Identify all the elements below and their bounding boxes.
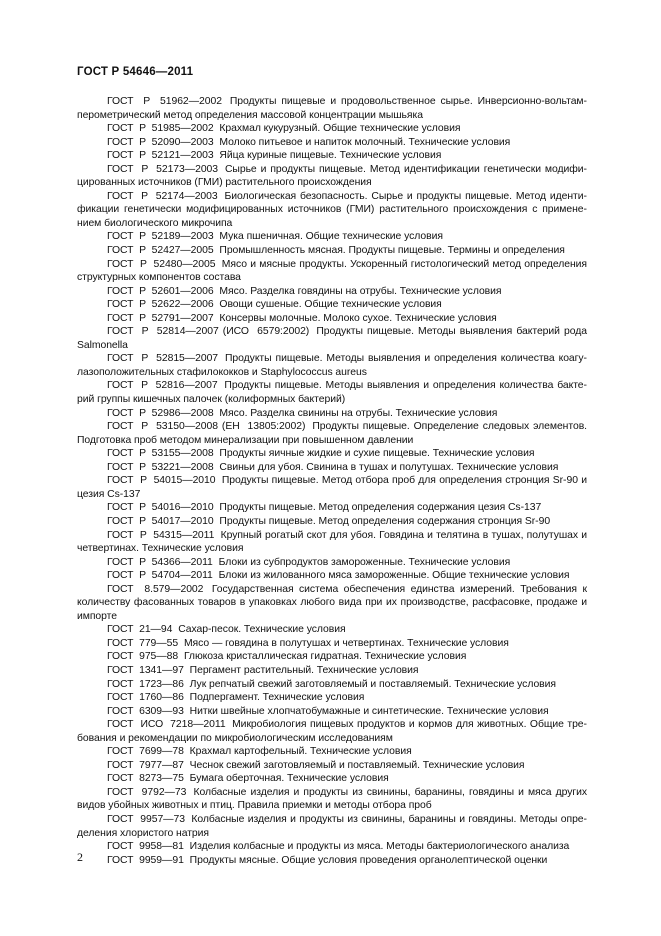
reference-entry [77,515,587,529]
reference-entry [77,623,587,637]
reference-code: ГОСТ Р 52986—2008 [107,407,214,419]
reference-code: ГОСТ Р 52815—2007 [107,353,219,365]
reference-code: ГОСТ Р 52814—2007 (ИСО 6579:2002) [107,326,310,338]
reference-title: Микробиология пищевых продуктов и кормов для животных. Общие требования и рекомендации по микробиологическим исследованиям [77,719,587,744]
reference-entry [77,718,587,745]
reference-entry [77,149,587,163]
reference-entry [77,786,587,813]
reference-entry [77,461,587,475]
reference-title: Овощи сушеные. Общие технические условия [219,299,442,311]
reference-code: ГОСТ 1341—97 [107,664,184,676]
reference-title: Продукты пищевые. Метод определения содержания цезия Cs-137 [219,502,542,514]
reference-title: Консервы молочные. Молоко сухое. Технические условия [219,312,497,324]
reference-title: Мясо. Разделка говядины на отрубы. Технические условия [219,285,502,297]
reference-code: ГОСТ Р 52174—2003 [107,190,218,202]
reference-code: ГОСТ 779—55 [107,637,179,649]
reference-code: ГОСТ 9958—81 [107,841,184,853]
normative-references-list [77,95,587,867]
reference-entry [77,583,587,624]
reference-title: Бумага оберточная. Технические условия [189,773,389,785]
reference-title: Нитки швейные хлопчатобумажные и синтетические. Технические условия [189,705,549,717]
reference-entry [77,352,587,379]
reference-title: Продукты пищевые. Метод отбора проб для определения стронция Sr-90 и цезия Cs-137 [77,475,587,500]
reference-entry [77,136,587,150]
reference-title: Яйца куриные пищевые. Технические условия [219,150,442,162]
reference-entry [77,772,587,786]
reference-code: ГОСТ Р 52622—2006 [107,299,214,311]
reference-title: Мука пшеничная. Общие технические условия [219,231,443,243]
reference-title: Биологическая безопасность. Сырье и продукты пищевые. Метод идентификации генетически модифицированных источников (ГМИ) растительного происхождения с применением биологического микрочипа [77,190,587,229]
reference-entry [77,840,587,854]
reference-title: Свиньи для убоя. Свинина в тушах и полутушах. Технические условия [219,461,559,473]
reference-title: Продукты пищевые. Определение следовых элементов. Подготовка проб методом минерализации при повышенном давлении [77,421,588,446]
reference-entry [77,285,587,299]
reference-title: Глюкоза кристаллическая гидратная. Технические условия [183,651,467,663]
reference-title: Мясо — говядина в полутушах и четвертинах. Технические условия [183,637,509,649]
reference-title: Пергамент растительный. Технические условия [189,664,419,676]
reference-code: ГОСТ 6309—93 [107,705,184,717]
reference-entry [77,569,587,583]
reference-entry [77,759,587,773]
reference-entry [77,447,587,461]
reference-entry [77,122,587,136]
reference-code: ГОСТ Р 52189—2003 [107,231,214,243]
page-number: 2 [77,850,83,864]
reference-title: Мясо. Разделка свинины на отрубы. Технические условия [219,407,498,419]
reference-code: ГОСТ 8.579—2002 [107,583,204,595]
reference-code: ГОСТ Р 52427—2005 [107,245,214,257]
reference-entry [77,501,587,515]
reference-title: Колбасные изделия и продукты из свинины, баранины и говядины. Методы определения хлористого натрия [77,813,587,839]
reference-code: ГОСТ 21—94 [107,624,173,636]
reference-code: ГОСТ 9792—73 [107,786,187,798]
reference-entry [77,420,587,447]
reference-title: Блоки из субпродуктов замороженные. Технические условия [218,556,511,568]
reference-code: ГОСТ 1760—86 [107,692,184,704]
reference-entry [77,258,587,285]
reference-code: ГОСТ Р 53150—2008 (ЕН 13805:2002) [107,421,306,433]
reference-entry [77,325,587,352]
reference-title: Промышленность мясная. Продукты пищевые. Термины и определения [219,245,565,257]
reference-title: Крахмал кукурузный. Общие технические условия [219,123,461,135]
reference-title: Крахмал картофельный. Технические условия [189,746,412,758]
reference-code: ГОСТ 1723—86 [107,678,184,690]
reference-code: ГОСТ Р 52601—2006 [107,285,214,297]
reference-entry [77,379,587,406]
reference-entry [77,474,587,501]
reference-code: ГОСТ Р 52121—2003 [107,150,214,162]
reference-code: ГОСТ Р 54315—2011 [107,529,215,541]
reference-entry [77,691,587,705]
reference-entry [77,312,587,326]
reference-code: ГОСТ Р 52480—2005 [107,258,216,270]
reference-title: Продукты пищевые. Метод определения содержания стронция Sr-90 [219,515,551,527]
reference-title: Продукты пищевые и продовольственное сырье. Инверсионно-вольтамперометрический метод определения массовой концентрации мышьяка [77,96,587,121]
reference-title: Лук репчатый свежий заготовляемый и поставляемый. Технические условия [189,678,556,690]
reference-code: ГОСТ 975—88 [107,651,179,663]
reference-code: ГОСТ Р 53221—2008 [107,461,214,473]
reference-entry [77,529,587,556]
reference-title: Продукты мясные. Общие условия проведения органолептической оценки [189,854,548,866]
reference-entry [77,637,587,651]
reference-code: ГОСТ Р 51985—2002 [107,123,214,135]
reference-title: Мясо и мясные продукты. Ускоренный гистологический метод определения структурных компонентов состава [77,258,587,284]
reference-title: Продукты пищевые. Методы выявления и определения количества бактерий группы кишечных палочек (колиформных бактерий) [77,380,587,406]
document-header: ГОСТ Р 54646—2011 [77,66,194,78]
reference-entry [77,230,587,244]
reference-title: Крупный рогатый скот для убоя. Говядина и телятина в тушах, полутушах и четвертинах. Технические условия [77,529,587,555]
reference-title: Чеснок свежий заготовляемый и поставляемый. Технические условия [189,759,525,771]
reference-entry [77,298,587,312]
reference-code: ГОСТ Р 52090—2003 [107,136,214,148]
reference-title: Продукты пищевые. Методы выявления бактерий рода Salmonella [77,326,588,351]
reference-code: ГОСТ Р 54704—2011 [107,570,213,582]
reference-entry [77,190,587,231]
reference-title: Государственная система обеспечения единства измерений. Требования к количеству фасованных товаров в упаковках любого вида при их производстве, расфасовке, продаже и импорте [77,583,587,622]
reference-title: Сырье и продукты пищевые. Метод идентификации генетически модифицированных источников (ГМИ) растительного происхождения [77,163,587,189]
reference-code: ГОСТ 7977—87 [107,759,184,771]
reference-code: ГОСТ 8273—75 [107,773,184,785]
reference-code: ГОСТ 9957—73 [107,813,185,825]
reference-entry [77,745,587,759]
reference-entry [77,244,587,258]
reference-entry [77,556,587,570]
reference-title: Изделия колбасные и продукты из мяса. Методы бактериологического анализа [189,841,570,853]
reference-code: ГОСТ Р 52816—2007 [107,380,218,392]
reference-code: ГОСТ Р 52173—2003 [107,163,219,175]
reference-entry [77,95,587,122]
reference-entry [77,705,587,719]
reference-entry [77,813,587,840]
reference-title: Подпергамент. Технические условия [189,692,365,704]
reference-code: ГОСТ 9959—91 [107,854,184,866]
reference-code: ГОСТ Р 51962—2002 [107,96,222,107]
reference-entry [77,854,587,868]
reference-entry [77,163,587,190]
reference-title: Сахар-песок. Технические условия [178,624,346,636]
reference-title: Молоко питьевое и напиток молочный. Технические условия [219,136,511,148]
reference-title: Колбасные изделия и продукты из свинины, баранины, говядины и мяса других видов убойных животных и птиц. Правила приемки и методы отбора проб [77,786,588,812]
reference-entry [77,650,587,664]
reference-code: ГОСТ 7699—78 [107,746,184,758]
reference-code: ГОСТ Р 54015—2010 [107,475,216,487]
reference-code: ГОСТ Р 54016—2010 [107,502,214,514]
reference-code: ГОСТ Р 53155—2008 [107,448,214,460]
reference-entry [77,664,587,678]
reference-code: ГОСТ ИСО 7218—2011 [107,719,226,731]
reference-title: Продукты яичные жидкие и сухие пищевые. Технические условия [219,448,535,460]
reference-code: ГОСТ Р 54366—2011 [107,556,213,568]
reference-code: ГОСТ Р 52791—2007 [107,312,214,324]
reference-entry [77,678,587,692]
reference-title: Продукты пищевые. Методы выявления и определения количества коагулазоположительных стафилококков и Staphylococcus aureus [77,353,588,378]
reference-title: Блоки из жилованного мяса замороженные. Общие технические условия [218,570,570,582]
reference-code: ГОСТ Р 54017—2010 [107,515,214,527]
reference-entry [77,407,587,421]
